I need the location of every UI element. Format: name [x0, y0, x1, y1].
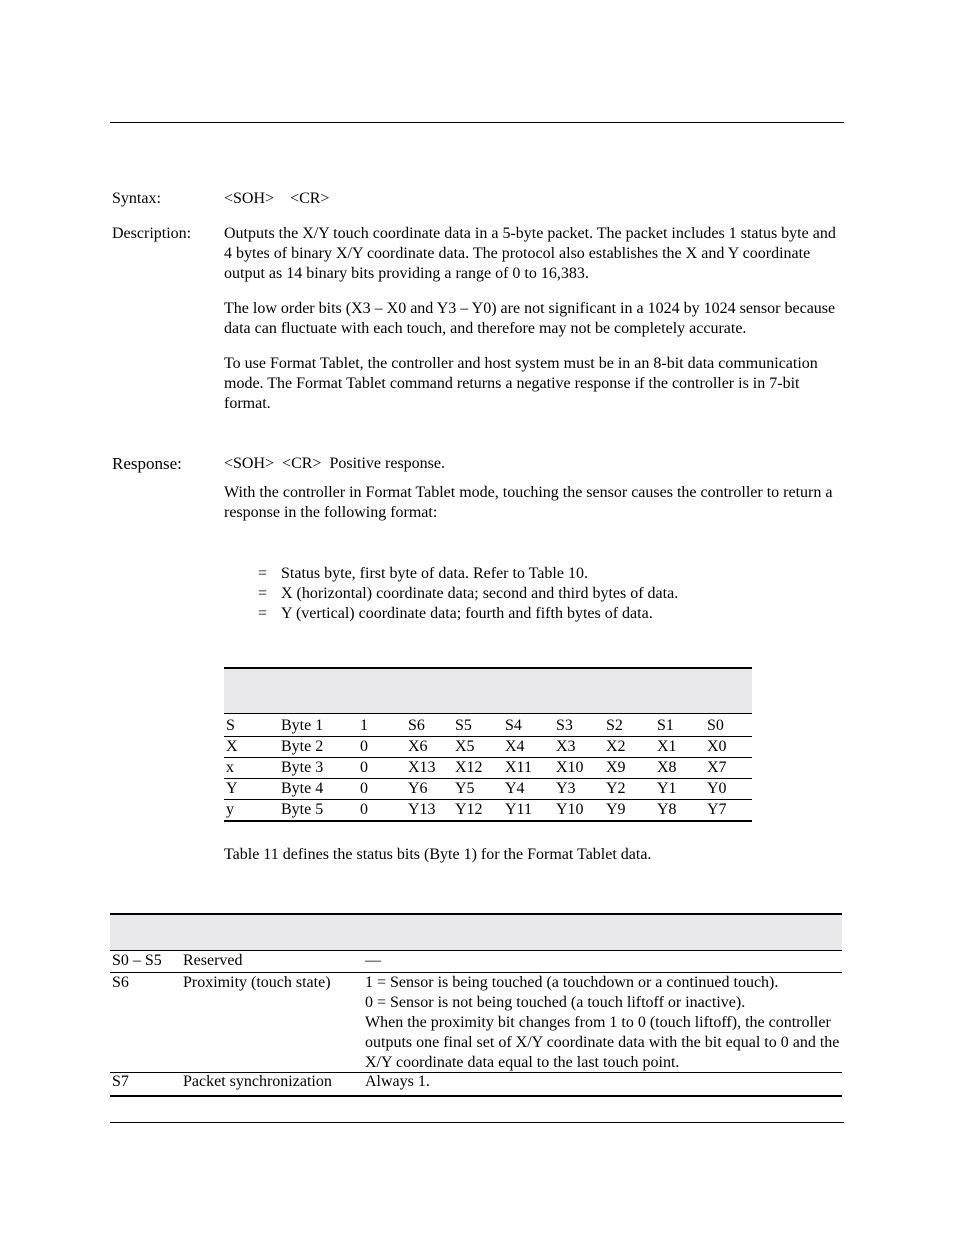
status-description	[365, 1072, 840, 1092]
table-cell: S2	[606, 717, 623, 734]
table-cell: X9	[606, 759, 626, 776]
table-cell: X0	[707, 738, 727, 755]
table-cell: Y12	[455, 801, 483, 818]
table-cell: Byte 3	[281, 759, 324, 776]
status-bit: S6	[112, 974, 129, 991]
table-cell: S0	[707, 717, 724, 734]
table-cell: Y0	[707, 780, 727, 797]
table-cell: Y	[226, 780, 238, 797]
table-body	[224, 714, 752, 822]
table-cell: y	[226, 801, 234, 818]
table-cell: 0	[360, 738, 368, 755]
table-cell: X	[226, 738, 238, 755]
table-cell: X1	[657, 738, 677, 755]
table-cell: 1	[360, 717, 368, 734]
table-header	[224, 667, 752, 714]
description-line: 0 = Sensor is not being touched (a touch liftoff or inactive).	[365, 994, 746, 1011]
table-cell: Byte 1	[281, 717, 324, 734]
table-row	[224, 714, 752, 737]
description-paragraph: Outputs the X/Y touch coordinate data in a 5-byte packet. The packet includes 1 status byte and 4 bytes of binary X/Y coordinate data. The protocol also establishes the X and Y coordinate output as 14 binary bits providing a range of 0 to 16,383.	[224, 225, 836, 282]
status-name: Packet synchronization	[183, 1073, 332, 1090]
table-cell: X11	[505, 759, 532, 776]
status-bits-table	[110, 913, 842, 1097]
description-label: Description:	[112, 225, 192, 242]
table11-intro: Table 11 defines the status bits (Byte 1) for the Format Tablet data.	[224, 846, 652, 863]
table-cell: Y1	[657, 780, 677, 797]
syntax-soh: <SOH>	[224, 190, 275, 207]
description-body	[224, 224, 844, 429]
table-cell: Y13	[408, 801, 436, 818]
table-cell: X10	[556, 759, 584, 776]
table-row	[110, 951, 842, 973]
table-cell: 0	[360, 780, 368, 797]
table-cell: X5	[455, 738, 475, 755]
description-line: When the proximity bit changes from 1 to 0 (touch liftoff), the controller outputs one final set of X/Y coordinate data with the bit equal to 0 and the X/Y coordinate data equal to the last touch point.	[365, 1014, 840, 1071]
table-cell: S3	[556, 717, 573, 734]
description-line: —	[365, 952, 381, 969]
table-cell: X12	[455, 759, 483, 776]
table-cell: S1	[657, 717, 674, 734]
table-cell: X3	[556, 738, 576, 755]
table-cell: X13	[408, 759, 436, 776]
table-header	[110, 913, 842, 951]
table-cell: Y2	[606, 780, 626, 797]
status-name: Reserved	[183, 952, 243, 969]
table-cell: S6	[408, 717, 425, 734]
footer-rule	[110, 1122, 844, 1123]
table-row	[224, 737, 752, 758]
syntax-value	[224, 189, 844, 209]
description-line: Always 1.	[365, 1073, 430, 1090]
table-row	[110, 973, 842, 1073]
syntax-cr: <CR>	[290, 190, 330, 207]
table-cell: Y8	[657, 801, 677, 818]
header-rule	[110, 122, 844, 123]
table-row	[110, 1073, 842, 1097]
syntax-label: Syntax:	[112, 190, 161, 207]
table-cell: Byte 4	[281, 780, 324, 797]
table-cell: 0	[360, 801, 368, 818]
status-name: Proximity (touch state)	[183, 974, 331, 991]
table-cell: Y10	[556, 801, 584, 818]
table-cell: Y6	[408, 780, 428, 797]
table-cell: S	[226, 717, 235, 734]
table-row	[224, 800, 752, 822]
status-bit: S0 – S5	[112, 952, 162, 969]
status-description	[365, 973, 840, 1073]
table-cell: 0	[360, 759, 368, 776]
format-list	[258, 564, 678, 624]
table-cell: X6	[408, 738, 428, 755]
table-row	[224, 779, 752, 800]
table-cell: x	[226, 759, 234, 776]
list-item: = Status byte, first byte of data. Refer to Table 10.	[258, 565, 588, 582]
table-cell: Y7	[707, 801, 727, 818]
table-cell: Y3	[556, 780, 576, 797]
table-cell: Y5	[455, 780, 475, 797]
table-row	[224, 758, 752, 779]
table-body	[110, 951, 842, 1097]
description-paragraph: The low order bits (X3 – X0 and Y3 – Y0) are not significant in a 1024 by 1024 sensor because data can fluctuate with each touch, and therefore may not be completely accurate.	[224, 300, 836, 337]
table-cell: Byte 2	[281, 738, 324, 755]
status-description	[365, 951, 840, 971]
table-cell: S5	[455, 717, 472, 734]
table-cell: Y11	[505, 801, 532, 818]
table-cell: Y4	[505, 780, 525, 797]
packet-format-table	[224, 667, 752, 822]
table-cell: X2	[606, 738, 626, 755]
description-paragraph: To use Format Tablet, the controller and host system must be in an 8-bit data communication mode. The Format Tablet command returns a negative response if the controller is in 7-bit format.	[224, 355, 818, 412]
table-cell: X8	[657, 759, 677, 776]
response-positive: <SOH> <CR> Positive response.	[224, 455, 445, 472]
description-line: 1 = Sensor is being touched (a touchdown or a continued touch).	[365, 974, 779, 991]
table-cell: S4	[505, 717, 522, 734]
table-cell: X7	[707, 759, 727, 776]
status-bit: S7	[112, 1073, 129, 1090]
response-intro: With the controller in Format Tablet mode, touching the sensor causes the controller to return a response in the following format:	[224, 484, 833, 521]
table-cell: Y9	[606, 801, 626, 818]
response-label: Response:	[112, 454, 182, 473]
table-cell: Byte 5	[281, 801, 324, 818]
list-item: = X (horizontal) coordinate data; second and third bytes of data.	[258, 585, 679, 602]
table-cell: X4	[505, 738, 525, 755]
list-item: = Y (vertical) coordinate data; fourth and fifth bytes of data.	[258, 605, 653, 622]
